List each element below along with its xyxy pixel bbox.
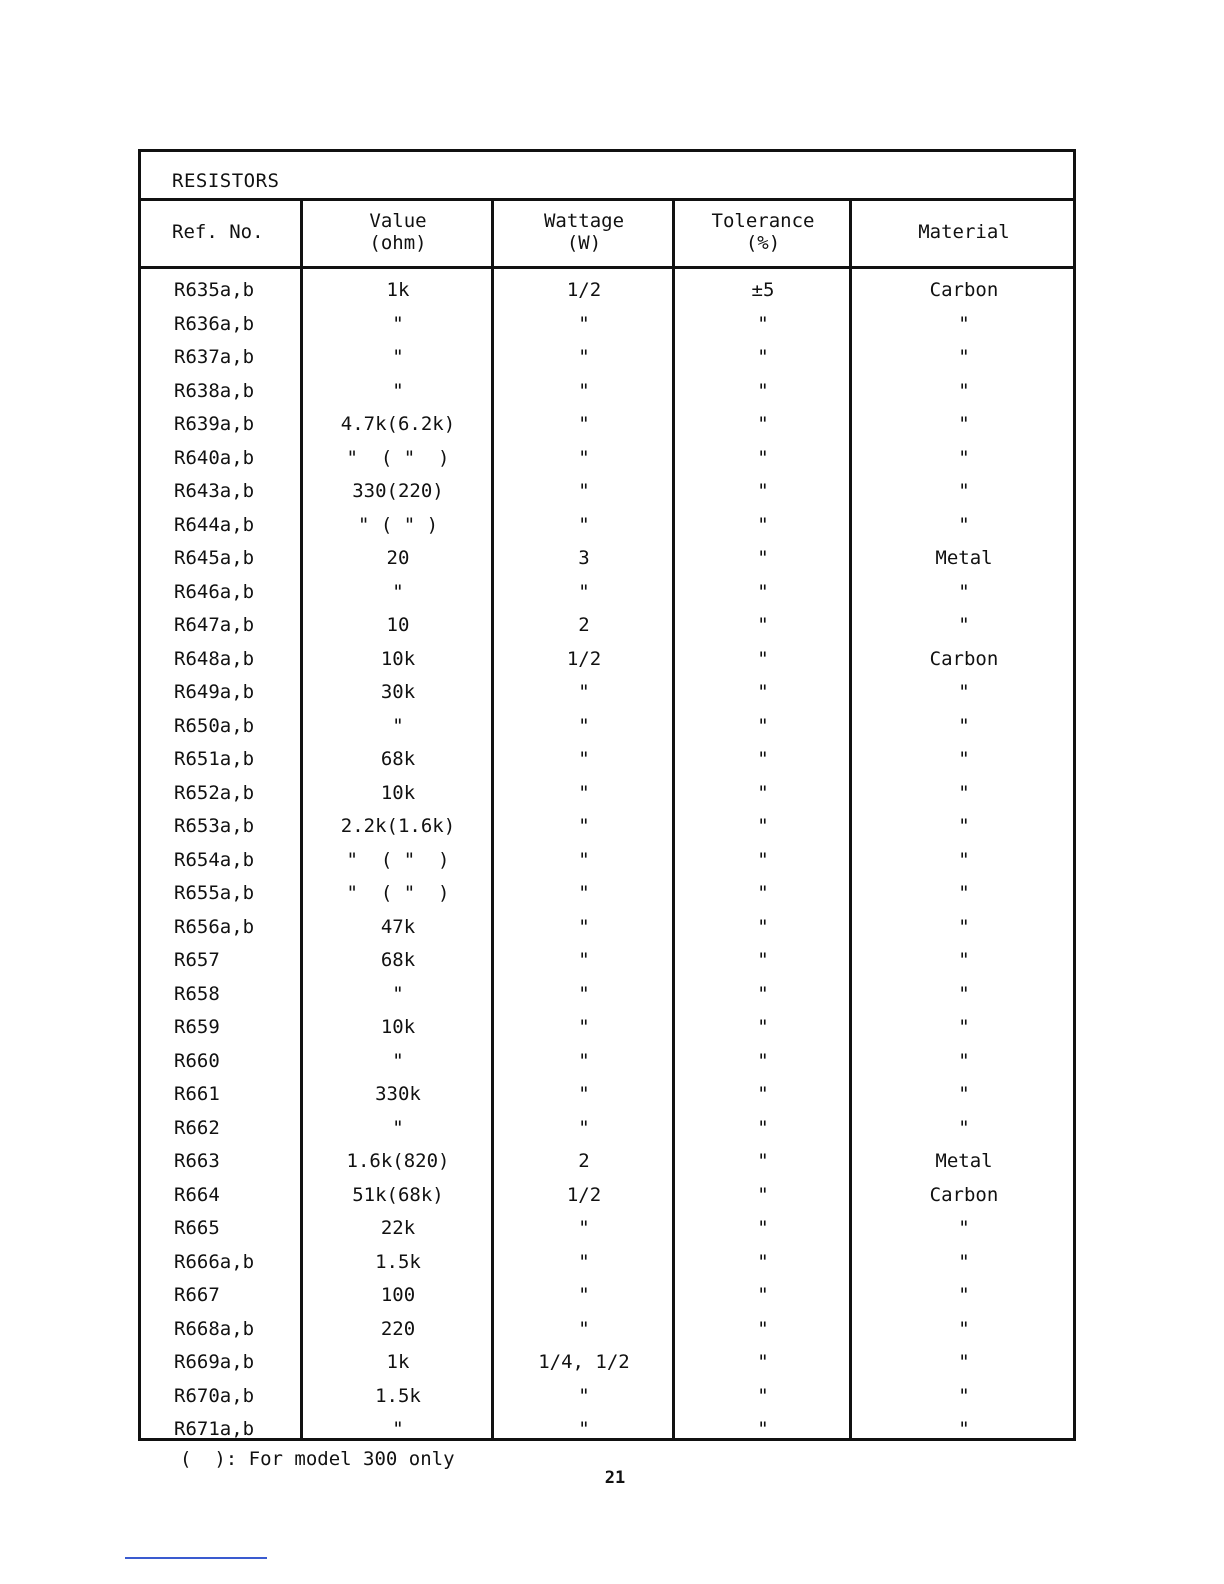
cell-wattage: 2 xyxy=(578,1150,590,1172)
cell-material: " xyxy=(958,1384,970,1407)
cell-value: 22k xyxy=(380,1217,416,1239)
table-title: RESISTORS xyxy=(172,170,280,192)
header-value-unit: (ohm) xyxy=(369,232,427,254)
cell-value: 1k xyxy=(386,1351,410,1373)
cell-material: " xyxy=(958,1250,970,1273)
cell-material: Metal xyxy=(935,547,993,569)
cell-wattage: " xyxy=(578,748,590,770)
cell-wattage: " xyxy=(578,1418,590,1440)
cell-tolerance: " xyxy=(757,949,769,971)
cell-material: " xyxy=(958,848,970,871)
cell-ref-no: R656a,b xyxy=(174,915,255,938)
cell-tolerance: " xyxy=(757,1150,769,1172)
header-tolerance xyxy=(675,198,851,266)
cell-tolerance: " xyxy=(757,815,769,837)
header-ref-no-label: Ref. No. xyxy=(172,221,264,243)
cell-ref-no: R643a,b xyxy=(174,480,255,502)
cell-ref-no: R666a,b xyxy=(174,1250,255,1273)
cell-wattage: " xyxy=(578,982,590,1005)
cell-tolerance: " xyxy=(757,446,769,469)
cell-material: " xyxy=(958,1284,970,1306)
cell-material: " xyxy=(958,915,970,938)
cell-tolerance: " xyxy=(757,480,769,502)
cell-material: " xyxy=(958,379,970,402)
table-row xyxy=(141,1313,1073,1347)
cell-tolerance: " xyxy=(757,848,769,871)
cell-value: 2.2k(1.6k) xyxy=(340,815,456,837)
cell-wattage: " xyxy=(578,949,590,971)
cell-material: Carbon xyxy=(929,647,999,670)
cell-tolerance: " xyxy=(757,982,769,1005)
cell-tolerance: " xyxy=(757,647,769,670)
cell-tolerance: " xyxy=(757,1083,769,1105)
cell-tolerance: " xyxy=(757,379,769,402)
cell-material: Carbon xyxy=(929,279,999,301)
cell-value: 330k xyxy=(375,1083,421,1105)
cell-tolerance: " xyxy=(757,1250,769,1273)
header-ref-no xyxy=(141,198,303,266)
cell-value: " ( " ) xyxy=(357,513,439,536)
cell-wattage: " xyxy=(578,915,590,938)
cell-value: 1k xyxy=(386,279,410,301)
cell-wattage: " xyxy=(578,1217,590,1239)
table-row xyxy=(141,1380,1073,1414)
table-row xyxy=(141,475,1073,509)
cell-material: " xyxy=(958,714,970,737)
cell-material: " xyxy=(958,446,970,469)
cell-ref-no: R648a,b xyxy=(174,647,255,670)
cell-ref-no: R635a,b xyxy=(174,279,255,301)
page-number: 21 xyxy=(604,1468,626,1488)
cell-material: " xyxy=(958,949,970,971)
cell-ref-no: R670a,b xyxy=(174,1384,255,1407)
cell-wattage: " xyxy=(578,781,590,804)
header-tolerance-unit: (%) xyxy=(745,232,781,254)
cell-wattage: 1/2 xyxy=(566,647,602,670)
cell-ref-no: R665 xyxy=(174,1217,220,1239)
cell-wattage: 2 xyxy=(578,614,590,636)
cell-wattage: " xyxy=(578,815,590,837)
cell-ref-no: R668a,b xyxy=(174,1317,255,1340)
cell-value: 10k xyxy=(380,1016,416,1038)
cell-value: 68k xyxy=(380,748,416,770)
cell-wattage: " xyxy=(578,513,590,536)
table-row xyxy=(141,911,1073,945)
cell-wattage: " xyxy=(578,1116,590,1139)
cell-tolerance: " xyxy=(757,882,769,904)
cell-value: 10 xyxy=(386,614,410,636)
cell-material: " xyxy=(958,1217,970,1239)
cell-ref-no: R649a,b xyxy=(174,681,255,703)
table-row xyxy=(141,1078,1073,1112)
cell-wattage: " xyxy=(578,1284,590,1306)
table-row xyxy=(141,743,1073,777)
cell-value: 100 xyxy=(380,1284,416,1306)
cell-wattage: " xyxy=(578,1384,590,1407)
table-body xyxy=(141,274,1073,1447)
cell-ref-no: R669a,b xyxy=(174,1351,255,1373)
cell-material: " xyxy=(958,1016,970,1038)
cell-wattage: " xyxy=(578,312,590,335)
cell-ref-no: R671a,b xyxy=(174,1418,255,1440)
cell-wattage: " xyxy=(578,446,590,469)
table-row xyxy=(141,542,1073,576)
cell-material: " xyxy=(958,1418,970,1440)
cell-ref-no: R651a,b xyxy=(174,748,255,770)
cell-tolerance: " xyxy=(757,1384,769,1407)
cell-material: " xyxy=(958,815,970,837)
cell-value: 4.7k(6.2k) xyxy=(340,413,456,435)
table-row xyxy=(141,643,1073,677)
header-wattage-unit: (W) xyxy=(566,232,602,254)
cell-wattage: 1/2 xyxy=(566,279,602,301)
cell-material: " xyxy=(958,480,970,502)
cell-tolerance: " xyxy=(757,781,769,804)
header-material xyxy=(852,198,1076,266)
table-row xyxy=(141,810,1073,844)
cell-value: 1.6k(820) xyxy=(346,1150,450,1172)
cell-ref-no: R664 xyxy=(174,1183,220,1206)
cell-wattage: " xyxy=(578,580,590,603)
cell-tolerance: " xyxy=(757,413,769,435)
cell-value: 10k xyxy=(380,647,416,670)
cell-material: " xyxy=(958,346,970,368)
cell-material: " xyxy=(958,413,970,435)
cell-value: 20 xyxy=(386,547,410,569)
table-row xyxy=(141,408,1073,442)
table-row xyxy=(141,944,1073,978)
cell-value: " xyxy=(392,1418,404,1440)
cell-tolerance: " xyxy=(757,714,769,737)
table-title-row xyxy=(141,152,1073,201)
cell-tolerance: " xyxy=(757,681,769,703)
cell-ref-no: R660 xyxy=(174,1049,220,1072)
table-row xyxy=(141,341,1073,375)
cell-material: " xyxy=(958,1049,970,1072)
cell-ref-no: R640a,b xyxy=(174,446,255,469)
cell-value: 10k xyxy=(380,781,416,804)
header-value xyxy=(303,198,493,266)
cell-wattage: 3 xyxy=(578,547,590,569)
header-value-label: Value xyxy=(369,210,427,232)
table-row xyxy=(141,777,1073,811)
cell-ref-no: R638a,b xyxy=(174,379,255,402)
cell-tolerance: " xyxy=(757,513,769,536)
cell-tolerance: " xyxy=(757,1116,769,1139)
table-row xyxy=(141,1179,1073,1213)
cell-wattage: " xyxy=(578,714,590,737)
cell-wattage: " xyxy=(578,681,590,703)
cell-value: " xyxy=(392,580,404,603)
cell-value: " xyxy=(392,346,404,368)
header-material-label: Material xyxy=(918,221,1010,243)
header-tolerance-label: Tolerance xyxy=(711,210,815,232)
cell-ref-no: R654a,b xyxy=(174,848,255,871)
header-wattage xyxy=(494,198,674,266)
table-header-row xyxy=(141,198,1073,269)
cell-ref-no: R662 xyxy=(174,1116,220,1139)
cell-ref-no: R659 xyxy=(174,1016,220,1038)
cell-ref-no: R639a,b xyxy=(174,413,255,435)
cell-wattage: " xyxy=(578,346,590,368)
cell-wattage: " xyxy=(578,1250,590,1273)
resistors-table xyxy=(138,149,1076,1441)
table-row xyxy=(141,1212,1073,1246)
cell-value: " xyxy=(392,714,404,737)
cell-ref-no: R653a,b xyxy=(174,815,255,837)
table-row xyxy=(141,1145,1073,1179)
table-row xyxy=(141,375,1073,409)
cell-tolerance: " xyxy=(757,1317,769,1340)
table-row xyxy=(141,844,1073,878)
cell-value: " xyxy=(392,312,404,335)
cell-tolerance: " xyxy=(757,614,769,636)
cell-material: Carbon xyxy=(929,1183,999,1206)
cell-wattage: " xyxy=(578,1083,590,1105)
cell-tolerance: " xyxy=(757,1016,769,1038)
header-wattage-label: Wattage xyxy=(543,210,625,232)
cell-material: " xyxy=(958,580,970,603)
table-row xyxy=(141,710,1073,744)
cell-value: 1.5k xyxy=(375,1250,421,1273)
cell-tolerance: " xyxy=(757,547,769,569)
table-row xyxy=(141,676,1073,710)
table-row xyxy=(141,1045,1073,1079)
cell-material: " xyxy=(958,748,970,770)
cell-wattage: " xyxy=(578,848,590,871)
cell-wattage: " xyxy=(578,882,590,904)
cell-ref-no: R667 xyxy=(174,1284,220,1306)
cell-value: " xyxy=(392,1049,404,1072)
table-row xyxy=(141,1246,1073,1280)
cell-value: 47k xyxy=(380,915,416,938)
cell-wattage: " xyxy=(578,1317,590,1340)
cell-tolerance: " xyxy=(757,748,769,770)
table-row xyxy=(141,308,1073,342)
table-row xyxy=(141,1346,1073,1380)
cell-value: 51k(68k) xyxy=(352,1183,444,1206)
table-row xyxy=(141,576,1073,610)
cell-wattage: " xyxy=(578,379,590,402)
cell-ref-no: R657 xyxy=(174,949,220,971)
cell-value: " xyxy=(392,1116,404,1139)
cell-material: " xyxy=(958,1317,970,1340)
table-row xyxy=(141,1112,1073,1146)
cell-material: Metal xyxy=(935,1150,993,1172)
cell-ref-no: R663 xyxy=(174,1150,220,1172)
cell-tolerance: " xyxy=(757,1049,769,1072)
cell-tolerance: " xyxy=(757,312,769,335)
cell-material: " xyxy=(958,1351,970,1373)
cell-value: " ( " ) xyxy=(346,848,450,871)
cell-value: 220 xyxy=(380,1317,416,1340)
cell-ref-no: R661 xyxy=(174,1083,220,1105)
cell-value: " xyxy=(392,379,404,402)
cell-ref-no: R646a,b xyxy=(174,580,255,603)
cell-tolerance: " xyxy=(757,1351,769,1373)
cell-tolerance: " xyxy=(757,346,769,368)
table-row xyxy=(141,1011,1073,1045)
table-row xyxy=(141,274,1073,308)
cell-tolerance: " xyxy=(757,580,769,603)
cell-material: " xyxy=(958,1116,970,1139)
cell-tolerance: ±5 xyxy=(751,279,775,301)
cell-value: " xyxy=(392,982,404,1005)
cell-value: 330(220) xyxy=(352,480,444,502)
cell-ref-no: R645a,b xyxy=(174,547,255,569)
table-row xyxy=(141,609,1073,643)
cell-material: " xyxy=(958,781,970,804)
divider xyxy=(125,1557,267,1559)
cell-value: " ( " ) xyxy=(346,446,450,469)
cell-ref-no: R658 xyxy=(174,982,220,1005)
footnote: ( ): For model 300 only xyxy=(180,1448,455,1470)
table-row xyxy=(141,1279,1073,1313)
table-row xyxy=(141,877,1073,911)
cell-ref-no: R636a,b xyxy=(174,312,255,335)
cell-ref-no: R637a,b xyxy=(174,346,255,368)
cell-ref-no: R650a,b xyxy=(174,714,255,737)
cell-wattage: " xyxy=(578,413,590,435)
cell-ref-no: R647a,b xyxy=(174,614,255,636)
cell-tolerance: " xyxy=(757,1418,769,1440)
cell-wattage: " xyxy=(578,1016,590,1038)
cell-value: 68k xyxy=(380,949,416,971)
cell-tolerance: " xyxy=(757,1217,769,1239)
cell-tolerance: " xyxy=(757,915,769,938)
cell-ref-no: R652a,b xyxy=(174,781,255,804)
cell-material: " xyxy=(958,882,970,904)
cell-material: " xyxy=(958,513,970,536)
table-row xyxy=(141,442,1073,476)
cell-wattage: 1/2 xyxy=(566,1183,602,1206)
cell-value: " ( " ) xyxy=(346,882,450,904)
table-row xyxy=(141,978,1073,1012)
table-row xyxy=(141,509,1073,543)
cell-ref-no: R644a,b xyxy=(174,513,255,536)
table-row xyxy=(141,1413,1073,1447)
cell-tolerance: " xyxy=(757,1183,769,1206)
cell-material: " xyxy=(958,614,970,636)
cell-value: 30k xyxy=(380,681,416,703)
cell-ref-no: R655a,b xyxy=(174,882,255,904)
cell-value: 1.5k xyxy=(375,1384,421,1407)
cell-material: " xyxy=(958,681,970,703)
cell-tolerance: " xyxy=(757,1284,769,1306)
cell-material: " xyxy=(958,982,970,1005)
cell-wattage: " xyxy=(578,480,590,502)
cell-wattage: 1/4, 1/2 xyxy=(538,1351,630,1373)
cell-material: " xyxy=(958,1083,970,1105)
cell-material: " xyxy=(958,312,970,335)
cell-wattage: " xyxy=(578,1049,590,1072)
